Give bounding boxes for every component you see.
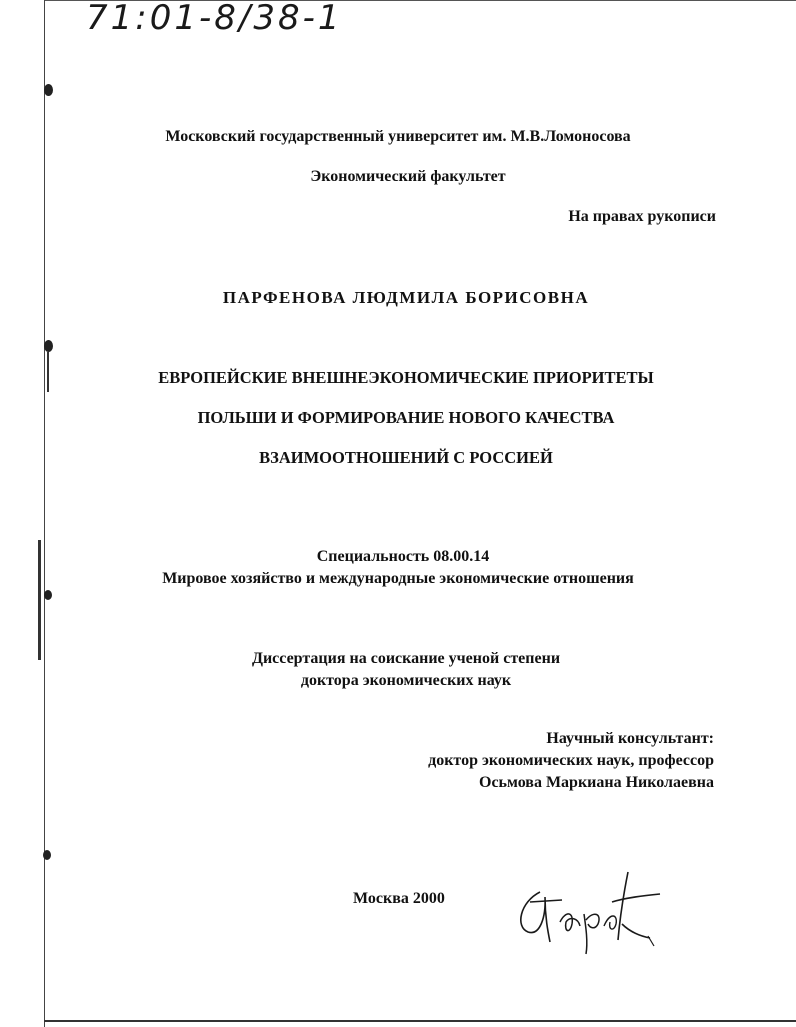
handwritten-signature — [500, 862, 670, 962]
binding-hole-mark — [43, 850, 51, 860]
university-name: Московский государственный университет им. М.В.Ломоносова — [165, 128, 631, 145]
dissertation-title-line-1: ЕВРОПЕЙСКИЕ ВНЕШНЕЭКОНОМИЧЕСКИЕ ПРИОРИТЕТЫ — [158, 368, 654, 387]
rights-note: На правах рукописи — [568, 208, 716, 225]
binding-hole-mark — [44, 590, 52, 600]
scan-bottom-edge — [44, 1020, 796, 1022]
archive-number: 71:01-8/38-1 — [86, 0, 343, 38]
scan-left-edge — [44, 0, 45, 1027]
place-and-year: Москва 2000 — [353, 890, 445, 907]
degree-line-2: доктора экономических наук — [300, 672, 512, 689]
degree-line-1: Диссертация на соискание ученой степени — [251, 650, 561, 667]
specialty-code: Специальность 08.00.14 — [316, 548, 490, 565]
binding-hole-mark — [44, 84, 53, 96]
binding-hole-mark — [44, 340, 53, 352]
consultant-label: Научный консультант: — [546, 730, 714, 747]
faculty-name: Экономический факультет — [310, 168, 506, 185]
consultant-rank: доктор экономических наук, профессор — [428, 752, 714, 769]
consultant-name: Осьмова Маркиана Николаевна — [479, 774, 714, 791]
author-name: ПАРФЕНОВА ЛЮДМИЛА БОРИСОВНА — [222, 288, 590, 307]
specialty-name: Мировое хозяйство и международные экономические отношения — [162, 570, 634, 587]
dissertation-title-line-2: ПОЛЬШИ И ФОРМИРОВАНИЕ НОВОГО КАЧЕСТВА — [197, 408, 615, 427]
dissertation-title-line-3: ВЗАИМООТНОШЕНИЙ С РОССИЕЙ — [259, 448, 553, 467]
